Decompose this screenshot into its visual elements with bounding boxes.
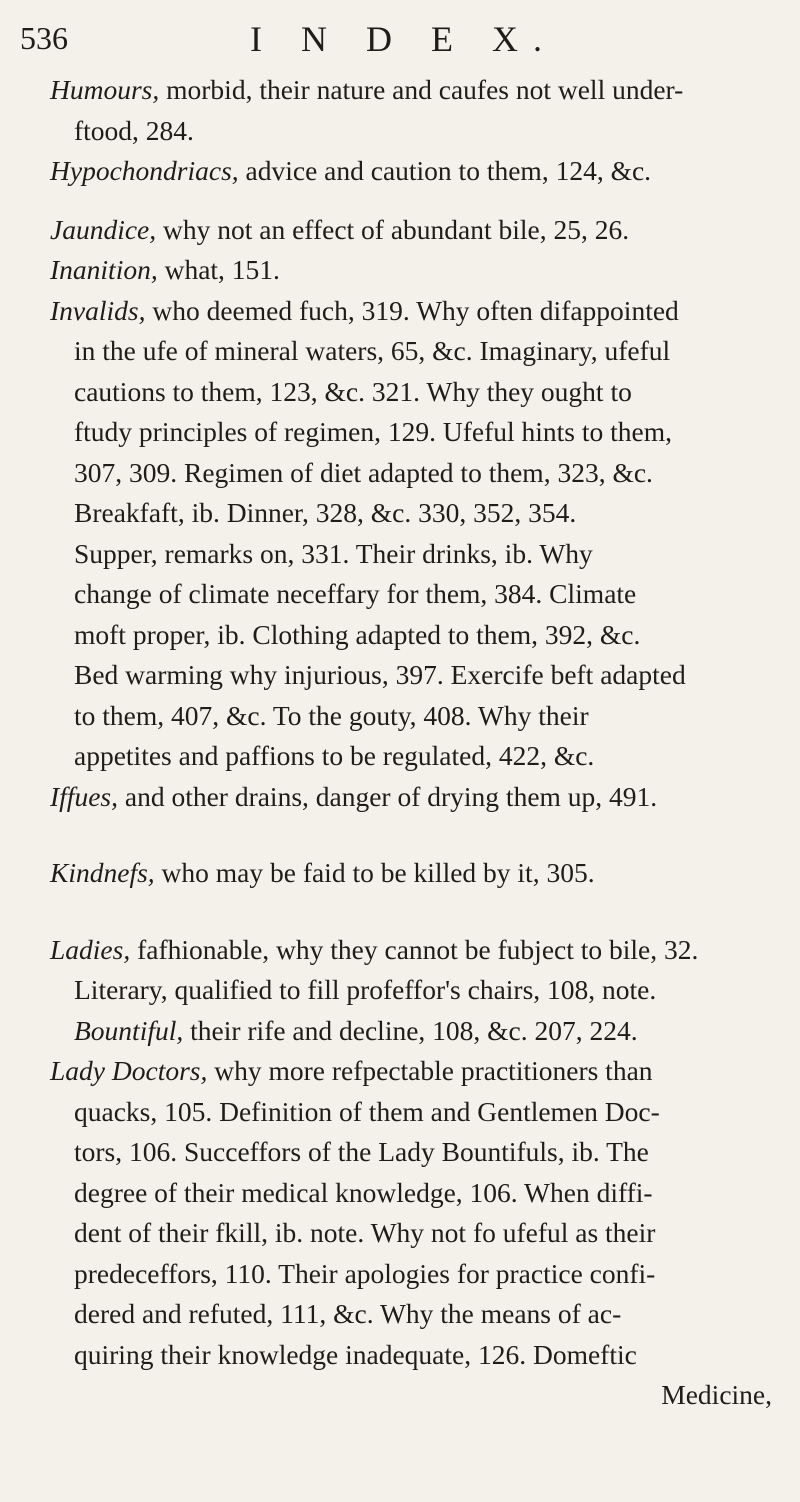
entry-line: ftood, 284. xyxy=(74,114,194,146)
entry-line: appetites and paffions to be regulated, 422, &c. xyxy=(74,740,595,771)
entry-line: moft proper, ib. Clothing adapted to them, 392, &c. xyxy=(74,618,641,650)
entry-line: degree of their medical knowledge, 106. When diffi- xyxy=(74,1176,653,1208)
entry-line: in the ufe of mineral waters, 65, &c. Imaginary, ufeful xyxy=(74,335,671,366)
page-number: 536 xyxy=(20,20,68,56)
entry-line: Bed warming why injurious, 397. Exercife beft adapted xyxy=(74,659,686,690)
entry-heading: Inanition, xyxy=(50,254,158,285)
entry-line: tors, 106. Succeffors of the Lady Bountifuls, ib. The xyxy=(74,1136,649,1167)
entry-line: ftudy principles of regimen, 129. Ufeful hints to them, xyxy=(74,416,673,447)
entry-heading: Kindnefs, xyxy=(50,857,155,888)
index-entry-humours xyxy=(50,70,790,151)
entry-line: Literary, qualified to fill profeffor's chairs, 108, note. xyxy=(74,974,657,1005)
index-entry-jaundice xyxy=(50,210,790,251)
entry-heading: Iffues, xyxy=(50,780,118,812)
entry-text: their rife and decline, 108, &c. 207, 224. xyxy=(190,1014,638,1046)
entry-heading: Humours, xyxy=(50,74,160,105)
entry-heading: Invalids, xyxy=(50,294,146,326)
index-text xyxy=(50,70,790,1416)
index-entry-invalids xyxy=(50,291,790,777)
entry-text: and other drains, danger of drying them up, 491. xyxy=(124,780,658,812)
entry-text: advice and caution to them, 124, &c. xyxy=(245,155,652,186)
entry-line xyxy=(50,70,790,111)
index-entry-hypochondriacs xyxy=(50,151,790,192)
entry-line xyxy=(50,210,790,251)
index-entry-ladies xyxy=(50,930,790,1052)
running-head: I N D E X. xyxy=(250,19,557,59)
index-entry-inanition xyxy=(50,250,790,291)
entry-line xyxy=(50,250,790,291)
entry-heading: Lady Doctors, xyxy=(50,1055,208,1086)
entry-line xyxy=(50,853,790,894)
index-entry-kindness xyxy=(50,853,790,894)
entry-line xyxy=(50,291,790,332)
entry-line xyxy=(50,1011,790,1052)
entry-line: Supper, remarks on, 331. Their drinks, ib. Why xyxy=(74,537,593,569)
entry-line: quacks, 105. Definition of them and Gentlemen Doc- xyxy=(74,1095,660,1127)
entry-heading: Hypochondriacs, xyxy=(50,155,239,186)
entry-line: predeceffors, 110. Their apologies for practice confi- xyxy=(74,1257,656,1289)
entry-text: fafhionable, why they cannot be fubject to bile, 32. xyxy=(137,933,699,965)
entry-subheading: Bountiful, xyxy=(74,1014,184,1046)
entry-line xyxy=(50,777,790,818)
entry-line: dent of their fkill, ib. note. Why not fo ufeful as their xyxy=(74,1217,656,1248)
entry-heading: Jaundice, xyxy=(50,213,157,245)
catchword: Medicine, xyxy=(661,1379,772,1410)
entry-line: to them, 407, &c. To the gouty, 408. Why their xyxy=(74,699,589,731)
entry-line: quiring their knowledge inadequate, 126. Domeftic xyxy=(74,1338,637,1370)
index-entry-lady-doctors xyxy=(50,1051,790,1416)
index-entry-issues xyxy=(50,777,790,818)
entry-text: why more refpectable practitioners than xyxy=(214,1055,653,1086)
entry-line xyxy=(50,151,790,192)
entry-line: change of climate neceffary for them, 384. Climate xyxy=(74,578,637,609)
entry-line: 307, 309. Regimen of diet adapted to them, 323, &c. xyxy=(74,456,653,488)
entry-text: who deemed fuch, 319. Why often difappointed xyxy=(152,294,679,326)
entry-text: what, 151. xyxy=(164,254,280,285)
entry-heading: Ladies, xyxy=(50,933,131,965)
entry-line xyxy=(50,1051,790,1092)
entry-text: morbid, their nature and caufes not well under- xyxy=(166,74,684,105)
entry-line: Breakfaft, ib. Dinner, 328, &c. 330, 352, 354. xyxy=(74,497,577,528)
entry-line: cautions to them, 123, &c. 321. Why they ought to xyxy=(74,375,632,407)
entry-text: why not an effect of abundant bile, 25, 26. xyxy=(163,213,630,245)
entry-text: who may be faid to be killed by it, 305. xyxy=(161,857,595,888)
entry-line: dered and refuted, 111, &c. Why the means of ac- xyxy=(74,1298,622,1329)
entry-line xyxy=(50,930,790,971)
